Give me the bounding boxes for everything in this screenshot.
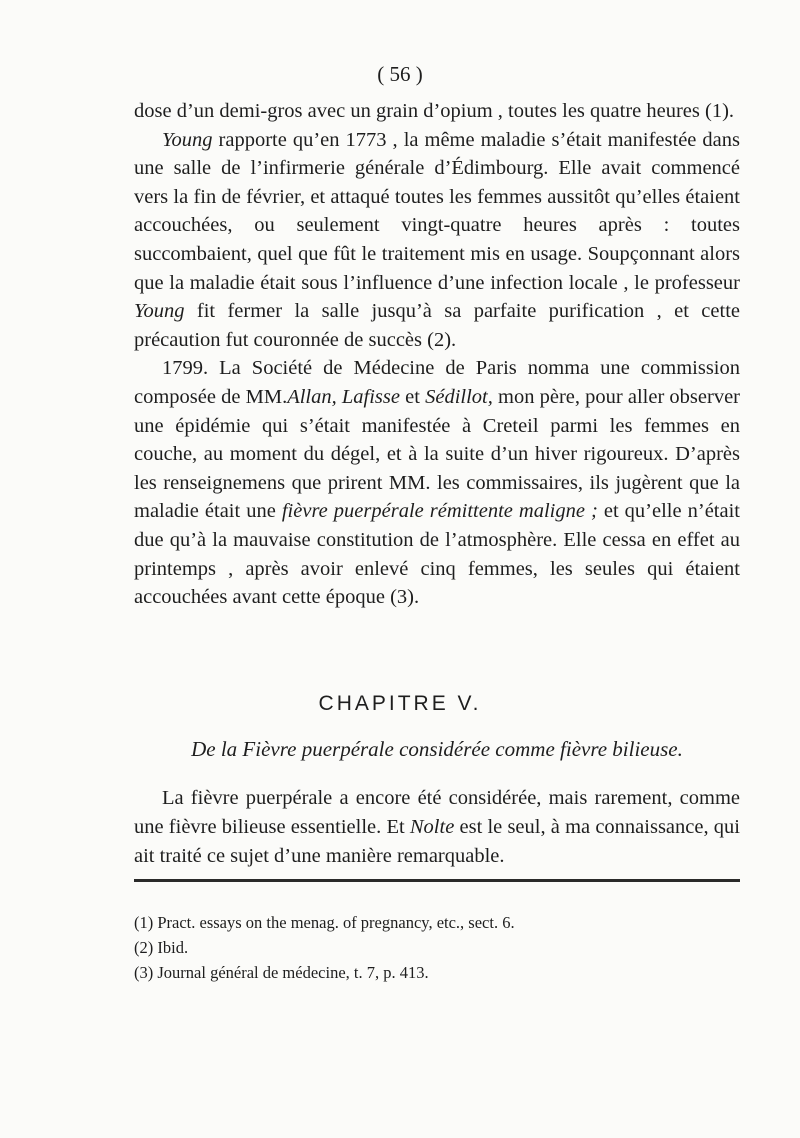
footnotes xyxy=(134,910,740,985)
paragraph-young xyxy=(134,126,740,355)
paragraph-text: La fièvre puerpérale a encore été considérée, mais rarement, comme une fièvre bilieuse essentielle. Et xyxy=(134,787,740,838)
author-name: Young xyxy=(134,300,185,323)
paragraph-text: mon père, pour aller observer une épidémie qui s’était manifestée à Creteil parmi les femmes en couche, au moment du dégel, et à la suite d’un hiver rigoureux. D’après les renseignemens que prirent MM. les commissaires, ils jugèrent que la maladie était une xyxy=(134,385,741,523)
commission-names: Allan, Lafisse xyxy=(287,385,400,408)
paragraph-text: et xyxy=(400,385,426,408)
footnote-2: (2) Ibid. xyxy=(134,938,189,957)
page-number: ( 56 ) xyxy=(377,62,423,86)
chapter-title: CHAPITRE V. xyxy=(318,692,482,715)
paragraph-text: 1799. La Société de Médecine de Paris nomma une commission composée de MM. xyxy=(134,357,740,408)
footnote-3: (3) Journal général de médecine, t. 7, p. 413. xyxy=(134,963,429,982)
paragraph-text: et qu’elle n’était due qu’à la mauvaise constitution de l’atmosphère. Elle cessa en effet au printemps , après avoir enlevé cinq femmes, les seules qui étaient accouchées avant cette époque (3). xyxy=(134,500,740,609)
paragraph-text: fit fermer la salle jusqu’à sa parfaite purification , et cette précaution fut couronnée de succès (2). xyxy=(134,300,740,351)
chapter-subtitle: De la Fièvre puerpérale considérée comme fièvre bilieuse. xyxy=(191,737,683,761)
author-name: Young xyxy=(162,128,213,151)
main-text xyxy=(134,97,740,612)
paragraph-text: rapporte qu’en 1773 , la même maladie s’était manifestée dans une salle de l’infirmerie générale d’Édimbourg. Elle avait commencé vers la fin de février, et attaqué toutes les femmes aussitôt qu’elles étaient accouchées, ou seulement vingt-quatre heures après : toutes succombaient, quel que fût le traitement mis en usage. Soupçonnant alors que la maladie était sous l’influence d’une infection locale , le professeur xyxy=(134,128,740,294)
commission-name: Sédillot, xyxy=(425,385,493,408)
paragraph-text: est le seul, à ma connaissance, qui ait traité ce sujet d’une manière remarquable. xyxy=(134,816,740,867)
paragraph-1799 xyxy=(134,354,740,611)
footnote-divider xyxy=(134,879,740,882)
chapter-paragraph xyxy=(134,784,740,871)
footnote-1: (1) Pract. essays on the menag. of pregnancy, etc., sect. 6. xyxy=(134,913,515,932)
chapter-body xyxy=(134,784,740,871)
author-name: Nolte xyxy=(409,816,455,838)
disease-name: fièvre puerpérale rémittente maligne ; xyxy=(281,500,598,523)
paragraph-continuation: dose d’un demi-gros avec un grain d’opium , toutes les quatre heures (1). xyxy=(134,100,735,122)
